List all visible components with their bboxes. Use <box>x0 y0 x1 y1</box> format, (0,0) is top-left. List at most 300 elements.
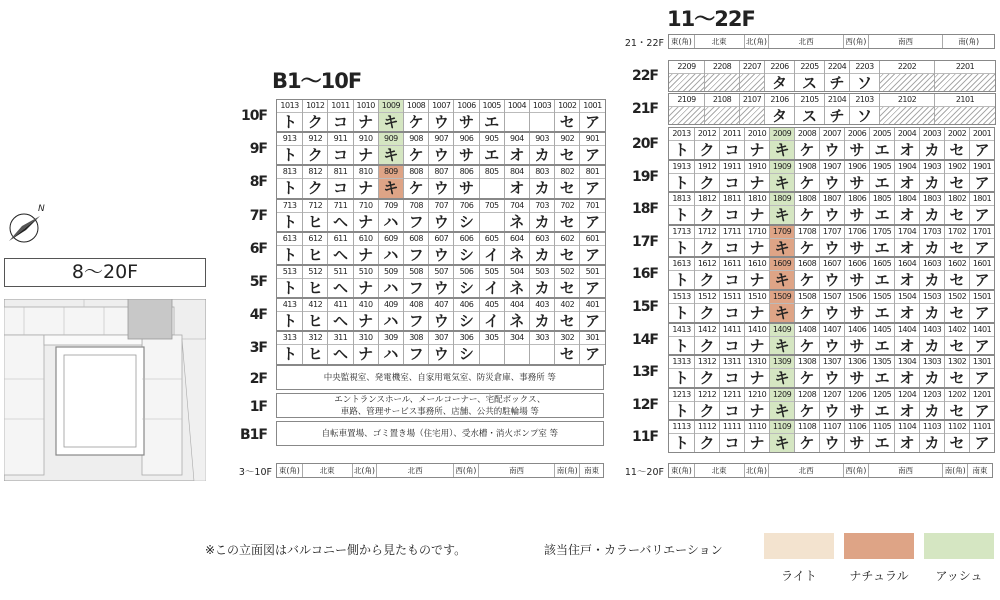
unit-number: 1410 <box>745 324 769 337</box>
unit-number: 1310 <box>745 356 769 369</box>
unit-type: ナ <box>749 238 765 257</box>
unit-cell <box>302 299 327 330</box>
unit-type: コ <box>332 113 348 131</box>
unit-number: 1804 <box>895 193 919 206</box>
unit-cell <box>919 324 944 355</box>
unit-cell <box>378 200 403 231</box>
unit-number: 412 <box>303 299 327 312</box>
unit-number: 1104 <box>895 421 919 434</box>
unit-type: ア <box>974 401 990 420</box>
unit-type: ス <box>801 107 817 124</box>
common-area-box <box>276 421 604 446</box>
unit-number: 2009 <box>770 128 794 141</box>
unit-type: サ <box>849 173 865 192</box>
unit-cell <box>919 128 944 159</box>
unit-type: ア <box>974 336 990 355</box>
unit-cell <box>669 94 704 124</box>
unit-number: 310 <box>354 332 378 345</box>
unit-number: 2007 <box>820 128 844 141</box>
unit-cell <box>378 100 403 131</box>
unit-cell <box>579 166 604 197</box>
unit-cell <box>694 161 719 192</box>
unit-number: 1906 <box>845 161 869 174</box>
direction-item: 西(角) <box>843 35 868 48</box>
unit-number: 1907 <box>820 161 844 174</box>
direction-item: 南(角) <box>554 464 579 477</box>
unit-number: 2205 <box>795 61 824 74</box>
unit-type: セ <box>949 336 965 355</box>
unit-number: 1007 <box>429 100 453 113</box>
floor-label: 12F <box>631 396 658 413</box>
unit-number: 901 <box>580 133 604 146</box>
unit-number: 612 <box>303 233 327 246</box>
unit-cell <box>327 166 352 197</box>
unit-number: 1303 <box>920 356 944 369</box>
unit-type: ア <box>974 271 990 289</box>
unit-cell <box>403 100 428 131</box>
unit-type: セ <box>949 401 965 420</box>
unit-cell <box>277 133 302 164</box>
unit-cell <box>869 226 894 257</box>
unit-type: キ <box>383 113 399 131</box>
common-area-text: 中央監視室、発電機室、自家用電気室、防災倉庫、事務所 等 <box>323 372 556 383</box>
unit-type: ク <box>699 304 715 322</box>
unit-number: 803 <box>530 166 554 179</box>
unit-type: カ <box>924 304 940 322</box>
floor-row <box>668 420 995 453</box>
unit-number: 1606 <box>845 258 869 271</box>
direction-label: 3～10F <box>238 467 272 478</box>
unit-cell <box>794 61 824 91</box>
unit-type: ア <box>584 312 600 331</box>
common-area-box <box>276 393 604 418</box>
unit-number: 1402 <box>945 324 969 337</box>
unit-type: エ <box>874 206 890 224</box>
unit-type: セ <box>949 304 965 322</box>
direction-item: 東(角) <box>670 466 692 475</box>
unit-cell <box>428 200 453 231</box>
unit-cell <box>849 61 879 91</box>
floor-row <box>276 99 606 132</box>
direction-label: 11～20F <box>624 467 664 478</box>
unit-cell <box>579 133 604 164</box>
unit-type: タ <box>771 107 787 124</box>
unit-number: 1002 <box>555 100 579 113</box>
unit-number: 704 <box>505 200 529 213</box>
unit-cell <box>529 233 554 264</box>
unit-cell <box>479 299 504 330</box>
floor-row <box>276 199 606 232</box>
unit-number: 1309 <box>770 356 794 369</box>
floor-label: 10F <box>240 108 267 124</box>
unit-cell <box>894 389 919 420</box>
floor-label: 2F <box>249 371 267 387</box>
direction-label: 21・22F <box>624 38 664 49</box>
unit-type: サ <box>849 238 865 257</box>
unit-cell <box>453 200 478 231</box>
unit-number: 701 <box>580 200 604 213</box>
unit-number: 613 <box>277 233 302 246</box>
unit-type: サ <box>849 271 865 289</box>
unit-cell <box>378 133 403 164</box>
unit-type: シ <box>458 312 474 331</box>
unit-type: ア <box>974 304 990 322</box>
unit-number: 609 <box>379 233 403 246</box>
unit-number: 904 <box>505 133 529 146</box>
unit-type: オ <box>899 369 915 387</box>
legend-title: 該当住戸・カラーバリエーション <box>544 543 723 557</box>
unit-type: コ <box>724 401 740 420</box>
unit-type: オ <box>899 336 915 355</box>
unit-number: 1610 <box>745 258 769 271</box>
floor-label: 17F <box>631 233 658 250</box>
unit-cell <box>694 356 719 387</box>
unit-cell <box>819 356 844 387</box>
unit-number: 1812 <box>695 193 719 206</box>
unit-type: セ <box>559 146 575 165</box>
unit-cell <box>403 166 428 197</box>
unit-number: 802 <box>555 166 579 179</box>
floor-label: 15F <box>631 299 658 315</box>
unit-cell <box>302 100 327 131</box>
floor-label: 21F <box>631 101 658 117</box>
unit-type: カ <box>534 279 550 297</box>
unit-number: 608 <box>404 233 428 246</box>
unit-type: サ <box>849 401 865 420</box>
unit-number: 1507 <box>820 291 844 304</box>
unit-number: 405 <box>480 299 504 312</box>
unit-cell <box>327 100 352 131</box>
unit-number: 1307 <box>820 356 844 369</box>
unit-cell <box>403 233 428 264</box>
unit-cell <box>844 324 869 355</box>
common-area-text: 自転車置場、ゴミ置き場（住宅用）、受水槽・消火ポンプ室 等 <box>321 428 559 439</box>
unit-number: 1101 <box>970 421 994 434</box>
unit-cell <box>669 389 694 420</box>
unit-cell <box>919 161 944 192</box>
unit-type: ク <box>307 146 323 165</box>
unit-type: イ <box>484 245 500 264</box>
unit-type: コ <box>724 304 740 322</box>
floor-label: 8F <box>249 174 267 191</box>
unit-number: 708 <box>404 200 428 213</box>
unit-type: ト <box>673 271 689 289</box>
unit-cell <box>869 291 894 322</box>
unit-type: キ <box>774 304 790 322</box>
unit-cell <box>302 233 327 264</box>
unit-cell <box>579 100 604 131</box>
unit-cell <box>694 324 719 355</box>
unit-type: コ <box>724 369 740 387</box>
unit-type: ウ <box>824 173 840 192</box>
unit-type: サ <box>458 113 474 131</box>
unit-number: 1403 <box>920 324 944 337</box>
unit-cell <box>479 133 504 164</box>
unit-number: 1213 <box>669 389 694 402</box>
unit-number: 2107 <box>740 94 764 107</box>
unit-cell <box>529 100 554 131</box>
direction-item: 西(角) <box>453 464 478 477</box>
unit-type: ト <box>673 238 689 257</box>
unit-cell <box>894 128 919 159</box>
floor-row <box>668 257 995 290</box>
unit-cell <box>944 193 969 224</box>
unit-number: 1910 <box>745 161 769 174</box>
unit-number: 1513 <box>669 291 694 304</box>
unit-number: 1011 <box>328 100 352 113</box>
unit-type: サ <box>849 434 865 452</box>
unit-type: シ <box>458 345 474 364</box>
unit-type: ナ <box>358 179 374 198</box>
unit-cell <box>769 389 794 420</box>
direction-item: 北東 <box>302 464 352 477</box>
unit-cell <box>879 94 934 124</box>
unit-cell <box>453 299 478 330</box>
unit-number: 1405 <box>870 324 894 337</box>
unit-type: ケ <box>799 206 815 224</box>
unit-type: カ <box>924 238 940 257</box>
unit-number: 2105 <box>795 94 824 107</box>
unit-cell <box>504 133 529 164</box>
unit-number: 2206 <box>765 61 794 74</box>
legend-swatch <box>764 533 834 559</box>
unit-number: 1702 <box>945 226 969 239</box>
unit-cell <box>302 133 327 164</box>
unit-type: セ <box>559 245 575 264</box>
unit-cell <box>794 389 819 420</box>
unit-cell <box>277 100 302 131</box>
unit-type: ヒ <box>307 212 323 231</box>
unit-type: ナ <box>358 113 374 131</box>
unit-cell <box>719 258 744 289</box>
unit-cell <box>327 200 352 231</box>
unit-cell <box>554 200 579 231</box>
unit-type: ナ <box>749 304 765 322</box>
unit-type: キ <box>774 206 790 224</box>
direction-item: 東(角) <box>670 37 692 46</box>
unit-type: ク <box>307 179 323 198</box>
unit-number: 1601 <box>970 258 994 271</box>
unit-cell <box>869 356 894 387</box>
floor-label: 18F <box>631 201 658 218</box>
unit-number: 1801 <box>970 193 994 206</box>
unit-number: 512 <box>303 266 327 279</box>
unit-cell <box>844 389 869 420</box>
unit-type: カ <box>924 141 940 159</box>
unit-number: 1110 <box>745 421 769 434</box>
unit-cell <box>719 291 744 322</box>
unit-type: ネ <box>509 212 525 231</box>
unit-type: オ <box>899 304 915 322</box>
unit-number: 1111 <box>720 421 744 434</box>
unit-number: 409 <box>379 299 403 312</box>
unit-number: 1611 <box>720 258 744 271</box>
unit-number: 710 <box>354 200 378 213</box>
unit-number: 1703 <box>920 226 944 239</box>
unit-cell <box>819 291 844 322</box>
unit-type: セ <box>559 312 575 331</box>
unit-cell <box>794 421 819 452</box>
unit-cell <box>844 193 869 224</box>
unit-number: 410 <box>354 299 378 312</box>
unit-number: 403 <box>530 299 554 312</box>
unit-number: 1504 <box>895 291 919 304</box>
unit-type: ウ <box>433 212 449 231</box>
unit-number: 913 <box>277 133 302 146</box>
unit-cell <box>819 389 844 420</box>
unit-number: 1905 <box>870 161 894 174</box>
unit-number: 308 <box>404 332 428 345</box>
unit-type: ア <box>584 113 600 131</box>
unit-cell <box>744 324 769 355</box>
unit-type: コ <box>332 146 348 165</box>
unit-number: 1312 <box>695 356 719 369</box>
unit-type: サ <box>849 336 865 355</box>
unit-number: 703 <box>530 200 554 213</box>
unit-type: ク <box>699 336 715 355</box>
unit-number: 511 <box>328 266 352 279</box>
unit-type: ケ <box>408 113 424 131</box>
unit-type: ウ <box>824 401 840 420</box>
unit-type: ウ <box>433 179 449 198</box>
unit-type: セ <box>949 206 965 224</box>
unit-cell <box>869 128 894 159</box>
unit-type: ア <box>974 206 990 224</box>
unit-number: 1809 <box>770 193 794 206</box>
unit-cell <box>719 389 744 420</box>
unit-type: ク <box>699 401 715 420</box>
unit-cell <box>353 166 378 197</box>
floor-row <box>668 388 995 421</box>
unit-number: 1401 <box>970 324 994 337</box>
unit-cell <box>769 421 794 452</box>
unit-cell <box>479 332 504 363</box>
unit-type: ト <box>282 279 298 297</box>
unit-type: コ <box>724 141 740 159</box>
unit-number: 1209 <box>770 389 794 402</box>
unit-number: 610 <box>354 233 378 246</box>
unit-cell <box>944 421 969 452</box>
unit-number: 1207 <box>820 389 844 402</box>
unit-number: 1902 <box>945 161 969 174</box>
unit-cell <box>453 266 478 297</box>
unit-type: ネ <box>509 245 525 264</box>
unit-cell <box>453 233 478 264</box>
unit-cell <box>479 266 504 297</box>
unit-number: 1508 <box>795 291 819 304</box>
unit-number: 1206 <box>845 389 869 402</box>
unit-cell <box>669 128 694 159</box>
unit-number: 604 <box>505 233 529 246</box>
unit-cell <box>479 100 504 131</box>
unit-number: 908 <box>404 133 428 146</box>
floor-row <box>668 290 995 323</box>
unit-cell <box>744 389 769 420</box>
unit-type: ア <box>974 141 990 159</box>
unit-type: ト <box>673 369 689 387</box>
unit-cell <box>969 226 994 257</box>
unit-cell <box>794 356 819 387</box>
unit-number: 2108 <box>705 94 739 107</box>
unit-number: 811 <box>328 166 352 179</box>
unit-cell <box>669 291 694 322</box>
unit-number: 1004 <box>505 100 529 113</box>
unit-number: 1203 <box>920 389 944 402</box>
unit-cell <box>504 166 529 197</box>
unit-number: 309 <box>379 332 403 345</box>
unit-type: ナ <box>358 245 374 264</box>
unit-cell <box>277 266 302 297</box>
unit-type: ト <box>673 206 689 224</box>
direction-item: 南(角) <box>942 35 994 48</box>
unit-cell <box>669 61 704 91</box>
unit-number: 502 <box>555 266 579 279</box>
unit-cell <box>919 421 944 452</box>
unit-type: ソ <box>856 74 872 91</box>
unit-cell <box>277 200 302 231</box>
unit-type: キ <box>774 238 790 257</box>
unit-cell <box>794 128 819 159</box>
unit-number: 2209 <box>669 61 704 74</box>
unit-number: 1411 <box>720 324 744 337</box>
unit-cell <box>764 61 794 91</box>
unit-type: ケ <box>799 401 815 420</box>
unit-cell <box>969 421 994 452</box>
unit-cell <box>844 258 869 289</box>
floor-label: 6F <box>249 240 267 257</box>
unit-cell <box>554 166 579 197</box>
unit-type: キ <box>383 179 399 198</box>
unit-number: 1711 <box>720 226 744 239</box>
unit-type: ク <box>699 369 715 387</box>
unit-number: 808 <box>404 166 428 179</box>
unit-number: 1813 <box>669 193 694 206</box>
unit-cell <box>327 266 352 297</box>
unit-number: 606 <box>454 233 478 246</box>
unit-cell <box>353 299 378 330</box>
unit-type: ト <box>673 401 689 420</box>
penthouse-row <box>668 60 996 92</box>
unit-number: 504 <box>505 266 529 279</box>
unit-type: セ <box>559 179 575 198</box>
unit-type: ト <box>282 179 298 198</box>
unit-type: ア <box>974 238 990 257</box>
unit-cell <box>277 233 302 264</box>
unit-number: 311 <box>328 332 352 345</box>
unit-type: コ <box>724 173 740 192</box>
unit-type: オ <box>899 401 915 420</box>
unit-type: オ <box>899 173 915 192</box>
unit-type: フ <box>408 212 424 231</box>
unit-number: 509 <box>379 266 403 279</box>
unit-number: 912 <box>303 133 327 146</box>
unit-type: ト <box>282 146 298 165</box>
unit-cell <box>504 233 529 264</box>
direction-item: 北(角) <box>744 35 769 48</box>
unit-cell <box>944 226 969 257</box>
unit-type: ナ <box>749 401 765 420</box>
unit-type: キ <box>774 336 790 355</box>
unit-type: ア <box>584 345 600 364</box>
unit-type: ケ <box>799 141 815 159</box>
unit-cell <box>378 299 403 330</box>
unit-type: ハ <box>383 345 399 364</box>
unit-type: セ <box>559 113 575 131</box>
unit-cell <box>403 133 428 164</box>
unit-cell <box>704 94 739 124</box>
unit-number: 2003 <box>920 128 944 141</box>
unit-number: 2008 <box>795 128 819 141</box>
